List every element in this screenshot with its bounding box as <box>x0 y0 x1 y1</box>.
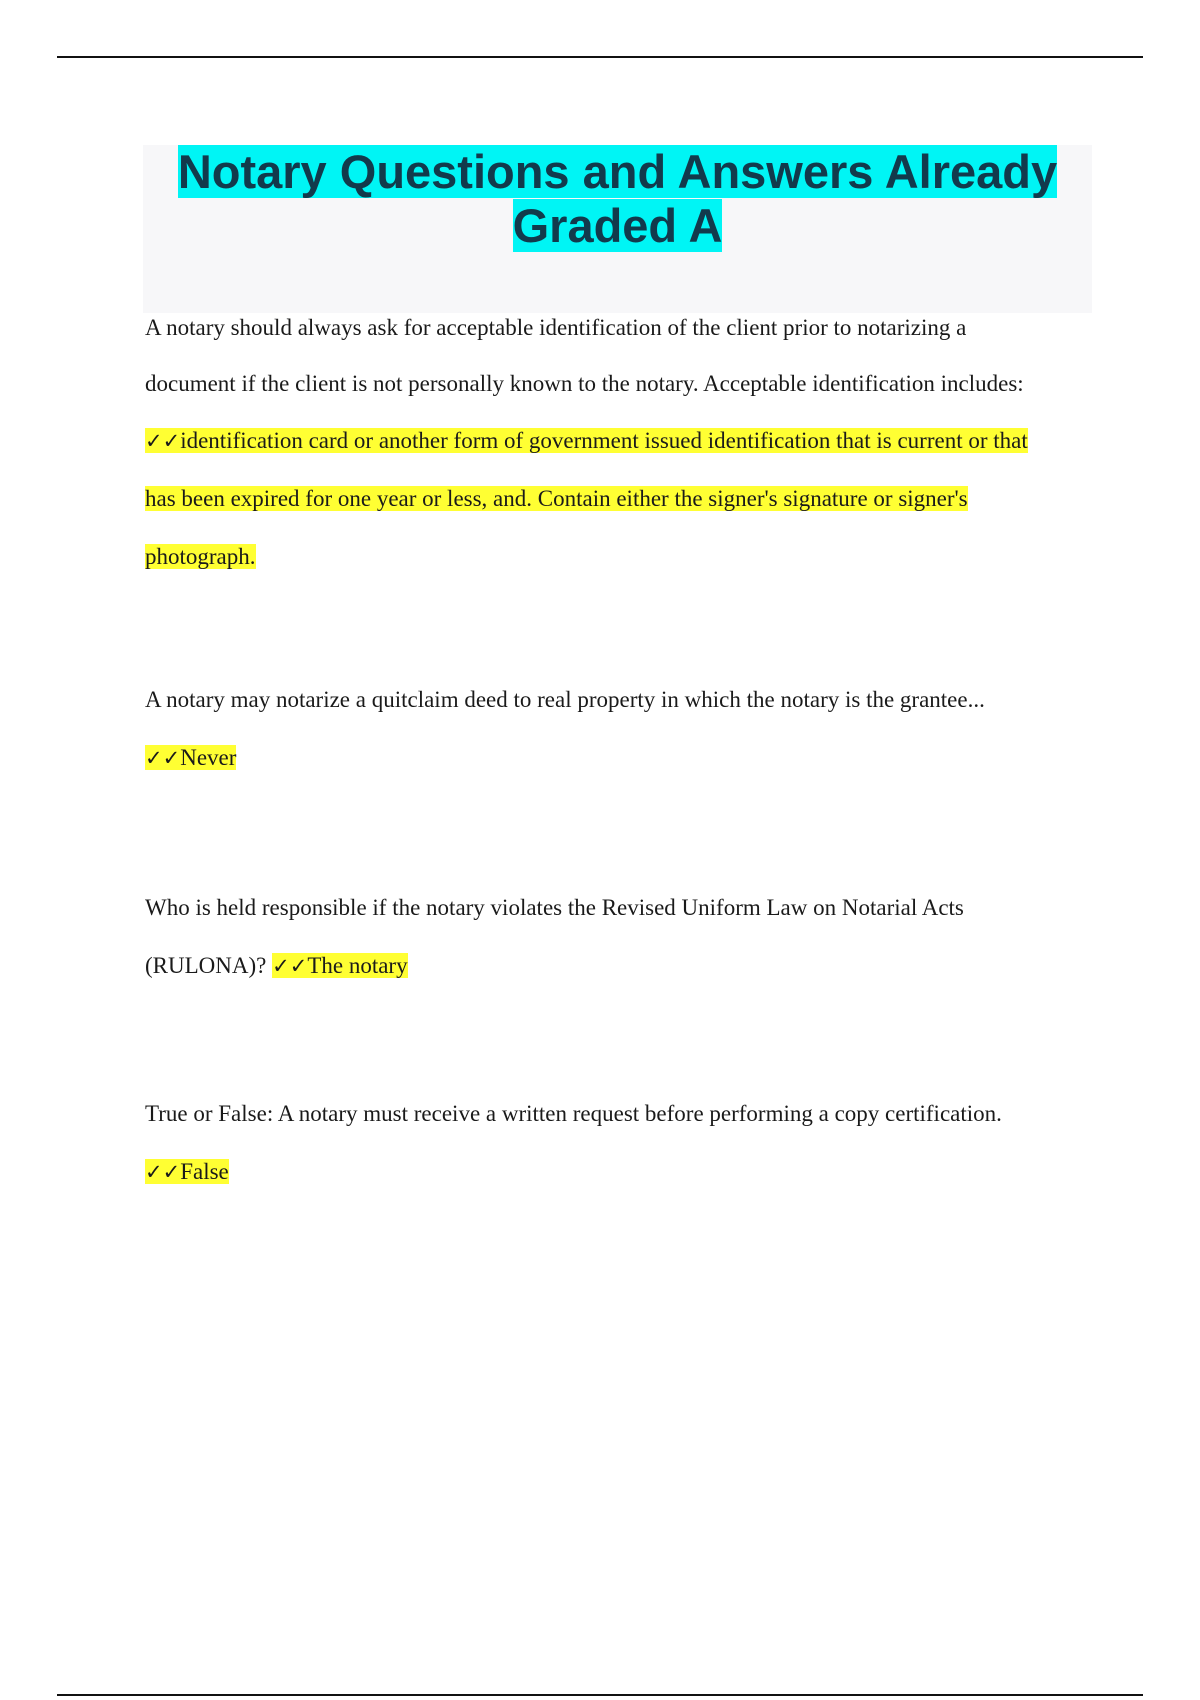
answer-1-line-3 <box>145 528 1085 586</box>
answer-3-text: The notary <box>307 953 408 978</box>
question-3-line-2 <box>145 936 1085 996</box>
question-3-line-1: Who is held responsible if the notary violates the Revised Uniform Law on Notarial Acts <box>145 895 964 920</box>
qa-item-3 <box>145 880 1085 996</box>
answer-4-text: False <box>180 1159 229 1184</box>
check-mark-icon: ✓✓ <box>145 1160 181 1184</box>
check-mark-icon: ✓✓ <box>272 954 308 978</box>
qa-item-1 <box>145 300 1085 586</box>
question-3-text-2: (RULONA)? <box>145 953 267 978</box>
qa-item-4 <box>145 1086 1085 1202</box>
title-box <box>143 145 1092 313</box>
answer-2-text: Never <box>180 745 237 770</box>
question-2-line-1: A notary may notarize a quitclaim deed to real property in which the notary is the grantee... <box>145 687 985 712</box>
check-mark-icon: ✓✓ <box>145 429 181 453</box>
qa-content <box>145 300 1085 1202</box>
answer-1-line-2 <box>145 470 1085 528</box>
answer-1-line-1 <box>145 412 1085 470</box>
title-line-1: Notary Questions and Answers Already <box>177 145 1058 198</box>
answer-1-text-2: has been expired for one year or less, and. Contain either the signer's signature or signer's <box>145 486 968 511</box>
answer-1-text-1: identification card or another form of government issued identification that is current or that <box>180 428 1028 453</box>
check-mark-icon: ✓✓ <box>145 746 181 770</box>
answer-2-line-1 <box>145 728 1085 788</box>
question-1-line-2: document if the client is not personally known to the notary. Acceptable identification includes: <box>145 371 1024 396</box>
bottom-rule <box>57 1694 1143 1696</box>
answer-1-text-3: photograph. <box>145 544 256 569</box>
qa-item-2 <box>145 672 1085 788</box>
question-1-line-1: A notary should always ask for acceptable identification of the client prior to notarizing a <box>145 315 967 340</box>
answer-4-line-1 <box>145 1142 1085 1202</box>
document-title <box>143 145 1092 253</box>
question-4-line-1: True or False: A notary must receive a written request before performing a copy certification. <box>145 1101 1002 1126</box>
top-rule <box>57 56 1143 58</box>
title-line-2: Graded A <box>512 199 723 252</box>
